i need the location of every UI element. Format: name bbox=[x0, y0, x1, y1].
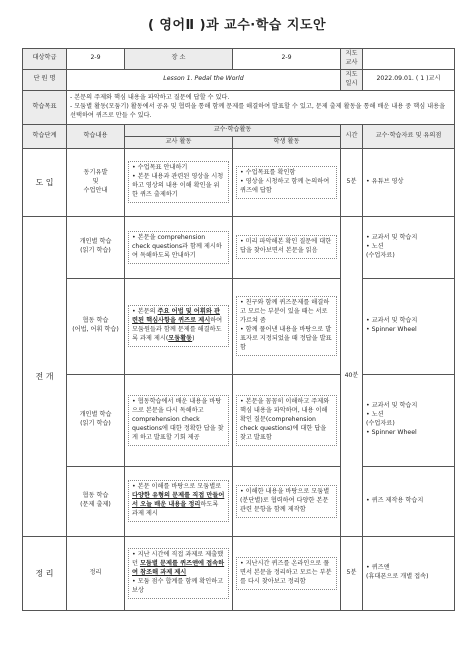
row-materials: • 유튜브 영상 bbox=[363, 148, 455, 216]
teacher-activity: • 본문의 주요 어법 및 어휘와 관련된 핵심사항을 퀴즈로 제시하여 모둠원들과 함께 문제를 해결하도록 과제 제시(모둠활동) bbox=[125, 278, 233, 374]
row-content: 협동 학습 (어법, 어휘 학습) bbox=[67, 278, 125, 374]
place-label: 장 소 bbox=[125, 49, 233, 70]
stage-wrap: 정 리 bbox=[23, 536, 67, 610]
student-activity: • 본문을 꼼꼼히 이해하고 주제와 핵심 내용을 파악하며, 내용 이해 확인 질문(comprehension check questions)에 대한 답을 찾고 발표함 bbox=[233, 374, 341, 466]
student-activity: • 미리 파악해본 확인 질문에 대한 답을 찾아보면서 본문을 읽음 bbox=[233, 216, 341, 278]
teacher-activity: • 본문 이해를 바탕으로 모둠별로 다양한 유형의 문제를 직접 만들어서 오늘 배운 내용을 정리하도록 과제 제시 bbox=[125, 466, 233, 536]
row-time: 5분 bbox=[341, 148, 363, 216]
teacher-activity: • 지난 시간에 직접 과제로 제출했던 모둠별 문제를 퀴즈앤에 접속하여 참조해 과제 제시 • 모둠 점수 합계를 함께 확인하고 보상 bbox=[125, 536, 233, 610]
teacher-activity: • 수업목표 안내하기 • 본문 내용과 관련된 영상을 시청하고 영상의 내용 이해 확인을 위한 퀴즈 출제하기 bbox=[125, 148, 233, 216]
date-value: 2022.09.01. ( 1 )교시 bbox=[363, 69, 455, 90]
teacher-activity: • 협동학습에서 배운 내용을 바탕으로 본문을 다시 독해하고 comprehension check questions에 대한 정확한 답을 찾게 하고 발표할 기회 제공 bbox=[125, 374, 233, 466]
content-header: 학습내용 bbox=[67, 124, 125, 148]
unit-label: 단 원 명 bbox=[23, 69, 67, 90]
row-content: 협동 학습 (문제 출제) bbox=[67, 466, 125, 536]
place-value: 2-9 bbox=[233, 49, 341, 70]
target-class-value: 2-9 bbox=[67, 49, 125, 70]
row-content: 정리 bbox=[67, 536, 125, 610]
lesson-plan-table bbox=[22, 48, 455, 611]
teacher-value bbox=[363, 49, 455, 70]
row-time: 5분 bbox=[341, 536, 363, 610]
row-materials: • 퀴즈 제작용 학습지 bbox=[363, 466, 455, 536]
row-materials: • 교과서 및 학습지 • Spinner Wheel bbox=[363, 278, 455, 374]
date-label: 지도일시 bbox=[341, 69, 363, 90]
student-activity: • 이해한 내용을 바탕으로 모둠별(분단별)로 협력하여 다양한 본문 관련 문항을 함께 제작함 bbox=[233, 466, 341, 536]
student-activity: • 수업목표를 확인함 • 영상을 시청하고 함께 논의하여 퀴즈에 답함 bbox=[233, 148, 341, 216]
unit-value: Lesson 1. Pedal the World bbox=[67, 69, 341, 90]
row-content: 개인별 학습 (읽기 학습) bbox=[67, 374, 125, 466]
student-activity-header: 학생 활동 bbox=[233, 136, 341, 148]
activity-header: 교수·학습활동 bbox=[125, 124, 341, 136]
teacher-activity: • 본문을 comprehension check questions과 함께 제시하여 독해하도록 안내하기 bbox=[125, 216, 233, 278]
stage-develop: 전 개 bbox=[23, 216, 67, 536]
row-content: 동기유발 및 수업안내 bbox=[67, 148, 125, 216]
teacher-activity-header: 교사 활동 bbox=[125, 136, 233, 148]
student-activity: • 친구와 함께 퀴즈문제를 해결하고 모르는 부분이 있을 때는 서로 가르쳐 줌 • 함께 풀어낸 내용을 바탕으로 발표자로 지정되었을 때 정답을 발표함 bbox=[233, 278, 341, 374]
row-content: 개인별 학습 (읽기 학습) bbox=[67, 216, 125, 278]
time-header: 시간 bbox=[341, 124, 363, 148]
row-materials: • 교과서 및 학습지 • 노션 (수업자료) bbox=[363, 216, 455, 278]
row-time: 40분 bbox=[341, 216, 363, 536]
goal-label: 학습목표 bbox=[23, 90, 67, 124]
student-activity: • 지난시간 퀴즈를 온라인으로 풀면서 본문을 정리하고 모르는 부분를 다시 찾아보고 정리함 bbox=[233, 536, 341, 610]
goal-item: - 본문의 주제와 핵심 내용을 파악하고 질문에 답할 수 있다. bbox=[70, 93, 230, 101]
target-class-label: 대상학급 bbox=[23, 49, 67, 70]
stage-header: 학습단계 bbox=[23, 124, 67, 148]
page-title: ( 영어Ⅱ )과 교수·학습 지도안 bbox=[147, 18, 327, 33]
row-materials: • 퀴즈앤 (휴대폰으로 개별 접속) bbox=[363, 536, 455, 610]
row-materials: • 교과서 및 학습지 • 노션 (수업자료) • Spinner Wheel bbox=[363, 374, 455, 466]
goal-item: - 모둠별 활동(모둠기) 활동에서 공유 및 협력을 통해 함께 문제를 해결하여 발표할 수 있고, 문제 출제 활동을 통해 배운 내용 중 핵심 내용을 선택하여 퀴즈로 만들 수 있다. bbox=[70, 102, 446, 119]
teacher-label: 지도교사 bbox=[341, 49, 363, 70]
learning-goals bbox=[67, 90, 455, 124]
stage-intro: 도 입 bbox=[23, 148, 67, 216]
materials-header: 교수·학습자료 및 유의점 bbox=[363, 124, 455, 148]
